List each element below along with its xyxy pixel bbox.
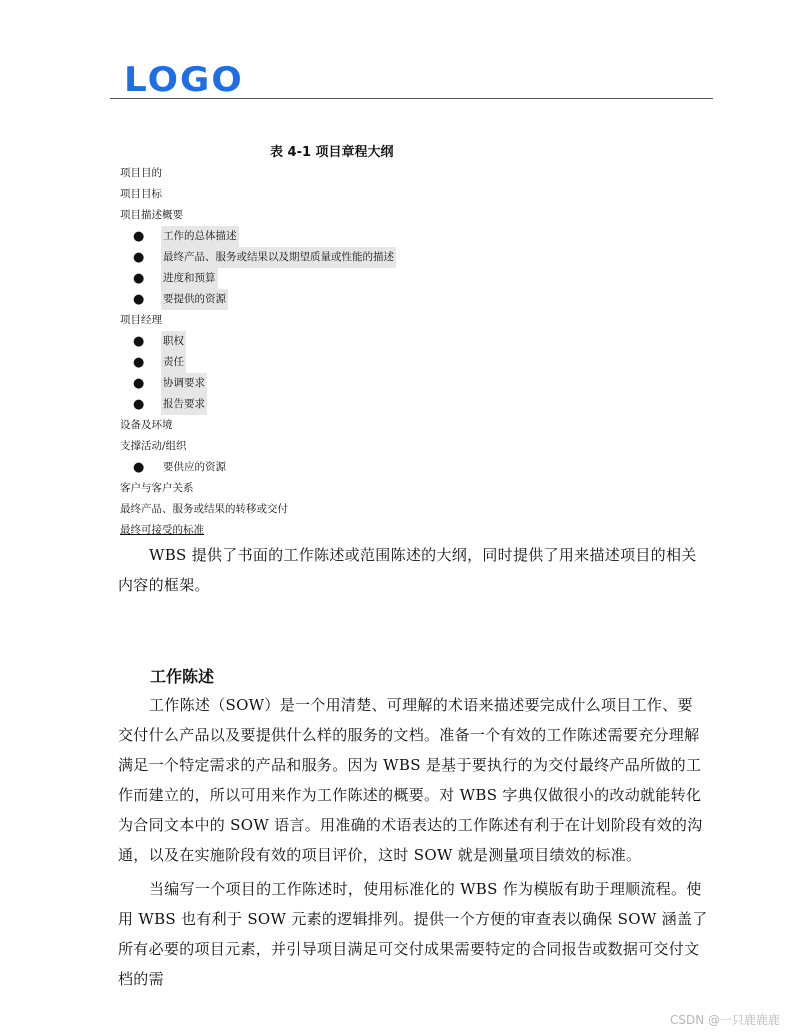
outline-item [118, 478, 718, 499]
outline-sub-item [118, 289, 718, 310]
outline-sub-item [118, 457, 718, 478]
logo: LOGO [124, 60, 244, 100]
bullet-icon: ● [133, 250, 145, 265]
outline-item-label: 职权 [161, 331, 186, 352]
outline-sub-item [118, 373, 718, 394]
outline-sub-item [118, 247, 718, 268]
intro-paragraph: WBS 提供了书面的工作陈述或范围陈述的大纲，同时提供了用来描述项目的相关内容的框架。 [118, 546, 697, 594]
outline-item [118, 205, 718, 226]
outline-item-label: 项目经理 [120, 314, 162, 326]
bullet-icon: ● [133, 292, 145, 307]
outline-item [118, 520, 718, 541]
table-title: 表 4-1 项目章程大纲 [270, 145, 394, 160]
outline-item-label: 项目描述概要 [120, 209, 183, 221]
outline-item [118, 415, 718, 436]
outline-item-label: 工作的总体描述 [161, 226, 239, 247]
bullet-icon: ● [133, 460, 145, 475]
watermark: CSDN @一只鹿鹿鹿 [669, 1013, 780, 1027]
outline-item-label: 项目目的 [120, 167, 162, 179]
outline-item [118, 310, 718, 331]
outline-item [118, 163, 718, 184]
bullet-icon: ● [133, 376, 145, 391]
bullet-icon: ● [133, 355, 145, 370]
outline-item-label: 项目目标 [120, 188, 162, 200]
outline-item [118, 499, 718, 520]
outline-item-label: 最终可接受的标准 [120, 524, 204, 536]
outline-item-label: 进度和预算 [161, 268, 218, 289]
outline-item-label: 最终产品、服务或结果的转移或交付 [120, 503, 288, 515]
outline-sub-item [118, 226, 718, 247]
bullet-icon: ● [133, 229, 145, 244]
outline-item-label: 要供应的资源 [163, 461, 226, 473]
outline-item-label: 支撑活动/组织 [120, 440, 187, 452]
bullet-icon: ● [133, 271, 145, 286]
header-divider [110, 98, 713, 99]
outline-item-label: 客户与客户关系 [120, 482, 194, 494]
bullet-icon: ● [133, 397, 145, 412]
outline-item-label: 要提供的资源 [161, 289, 228, 310]
outline-item-label: 责任 [161, 352, 186, 373]
outline-sub-item [118, 394, 718, 415]
body-paragraph-2: 当编写一个项目的工作陈述时，使用标准化的 WBS 作为模版有助于理顺流程。使用 WBS 也有利于 SOW 元素的逻辑排列。提供一个方便的审查表以确保 SOW 涵盖了所有必要的项目元素，并引导项目满足可交付成果需要特定的合同报告或数据可交付文档的需 [118, 880, 708, 988]
bullet-icon: ● [133, 334, 145, 349]
outline-item-label: 最终产品、服务或结果以及期望质量或性能的描述 [161, 247, 396, 268]
outline-item-label: 设备及环境 [120, 419, 173, 431]
section-heading: 工作陈述 [150, 667, 215, 686]
charter-outline [118, 163, 718, 541]
body-paragraph-1: 工作陈述（SOW）是一个用清楚、可理解的术语来描述要完成什么项目工作、要交付什么产品以及要提供什么样的服务的文档。准备一个有效的工作陈述需要充分理解满足一个特定需求的产品和服务。因为 WBS 是基于要执行的为交付最终产品所做的工作而建立的，所以可用来作为工作陈述的概要。对 WBS 字典仅做很小的改动就能转化为合同文本中的 SOW 语言。用准确的术语表达的工作陈述有利于在计划阶段有效的沟通，以及在实施阶段有效的项目评价，这时 SOW 就是测量项目绩效的标准。 [118, 696, 703, 864]
outline-item [118, 436, 718, 457]
outline-item-label: 协调要求 [161, 373, 207, 394]
outline-item-label: 报告要求 [161, 394, 207, 415]
outline-sub-item [118, 268, 718, 289]
outline-item [118, 184, 718, 205]
outline-sub-item [118, 331, 718, 352]
outline-sub-item [118, 352, 718, 373]
